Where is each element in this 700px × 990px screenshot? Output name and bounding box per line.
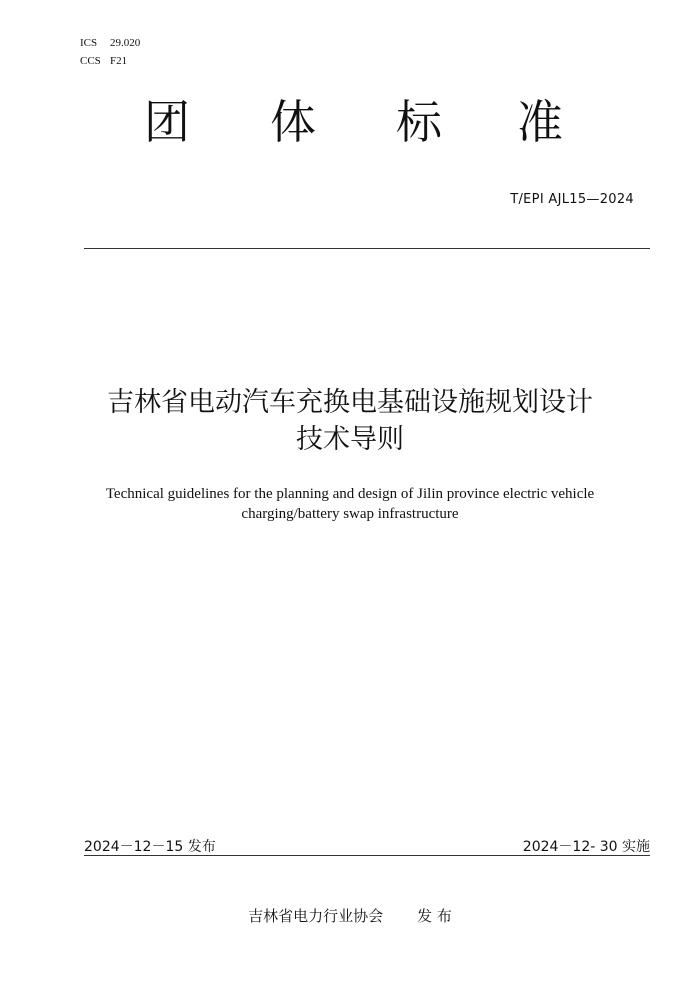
- ics-label: ICS: [80, 37, 98, 49]
- document-type-char: 标: [396, 95, 442, 149]
- document-type-char: 准: [517, 95, 563, 149]
- chinese-title: [40, 384, 660, 458]
- implementation-date: 2024－12- 30 实施: [522, 839, 650, 855]
- english-title: [60, 484, 640, 524]
- issue-date: 2024－12－15 发布: [84, 839, 216, 855]
- publisher-name: 吉林省电力行业协会: [248, 907, 384, 925]
- chinese-title-line: 技术导则: [296, 424, 404, 455]
- ics-value: 29.020: [110, 37, 141, 49]
- standard-number: T/EPI AJL15—2024: [510, 192, 634, 207]
- ics-code: [80, 36, 140, 50]
- top-divider: [84, 248, 650, 249]
- ccs-code: [80, 54, 127, 68]
- ccs-label: CCS: [80, 55, 101, 67]
- publish-action: 发 布: [417, 907, 452, 925]
- ccs-value: F21: [110, 55, 128, 67]
- bottom-divider: [84, 855, 650, 856]
- english-title-line: charging/battery swap infrastructure: [241, 506, 459, 522]
- document-type-char: 团: [144, 95, 190, 149]
- document-type-char: 体: [270, 95, 316, 149]
- publisher-line: [0, 905, 700, 926]
- chinese-title-line: 吉林省电动汽车充换电基础设施规划设计: [107, 387, 593, 418]
- document-type-heading: [0, 92, 700, 152]
- english-title-line: Technical guidelines for the planning and design of Jilin province electric vehicle: [105, 486, 595, 502]
